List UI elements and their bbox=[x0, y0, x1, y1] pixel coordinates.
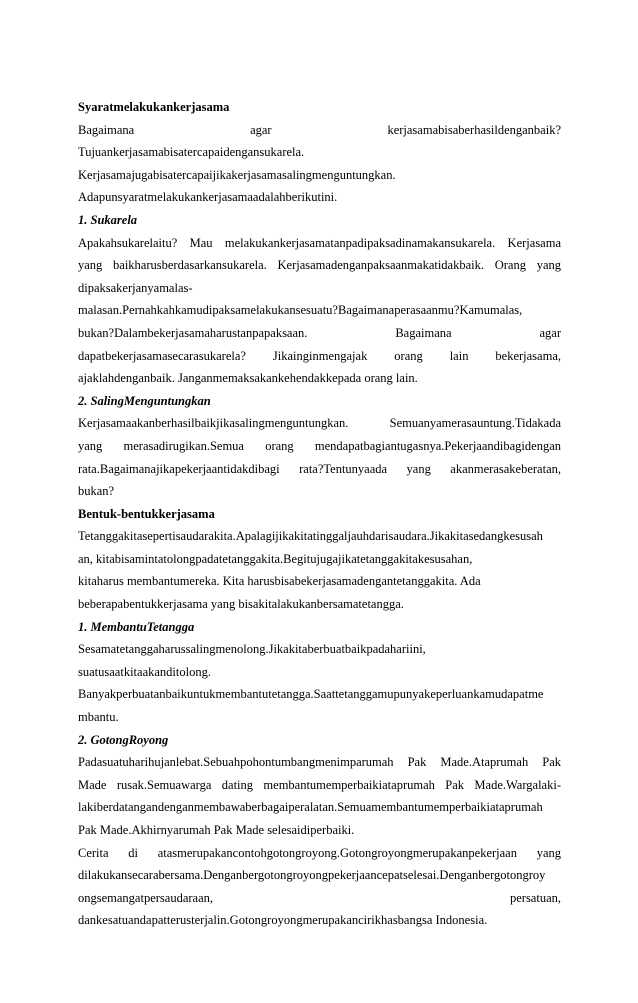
paragraph-line: bukan? bbox=[78, 484, 115, 499]
paragraph-line: suatusaatkitaakanditolong. bbox=[78, 664, 211, 679]
paragraph-line: lakiberdatangandenganmembawaberbagaiperalatan.Semuamembantumemperbaikiataprumah bbox=[78, 800, 543, 815]
paragraph-line: Apakahsukarelaitu? Mau melakukankerjasamatanpadipaksadinamakansukarela. Kerjasama bbox=[78, 235, 561, 250]
paragraph-line: ongsemangatpersaudaraan, persatuan, bbox=[78, 890, 561, 905]
paragraph-line: yang baikharusberdasarkansukarela. Kerjasamadenganpaksaanmakatidakbaik. Orang yang bbox=[78, 258, 561, 273]
paragraph-line: bukan?Dalambekerjasamaharustanpapaksaan. Bagaimana agar bbox=[78, 325, 561, 340]
paragraph-line: Pak Made.Akhirnyarumah Pak Made selesaidiperbaiki. bbox=[78, 823, 355, 837]
subsection-heading: 2. GotongRoyong bbox=[78, 732, 169, 747]
paragraph-line: beberapabentukkerjasama yang bisakitalakukanbersamatetangga. bbox=[78, 597, 404, 612]
subsection-heading: 1. MembantuTetangga bbox=[78, 619, 195, 634]
subsection-heading: 2. SalingMenguntungkan bbox=[78, 393, 211, 408]
paragraph-line: Tetanggakitasepertisaudarakita.Apalagijikakitatinggaljauhdarisaudara.Jikakitasedangkesusah bbox=[78, 529, 543, 544]
paragraph-line: an, kitabisamintatolongpadatetanggakita.Begitujugajikatetanggakitakesusahan, bbox=[78, 551, 473, 566]
paragraph-line: Banyakperbuatanbaikuntukmembantutetangga.Saattetanggamupunyakeperluankamudapatme bbox=[78, 687, 544, 702]
paragraph-line: dapatbekerjasamasecarasukarela? Jikainginmengajak orang lain bekerjasama, bbox=[78, 348, 561, 363]
paragraph-line: malasan.Pernahkahkamudipaksamelakukansesuatu?Bagaimanaperasaanmu?Kamumalas, bbox=[78, 303, 523, 318]
subsection-heading: 1. Sukarela bbox=[78, 212, 138, 227]
paragraph-line: kitaharus membantumereka. Kita harusbisabekerjasamadengantetanggakita. Ada bbox=[78, 574, 481, 589]
section-heading: Syaratmelakukankerjasama bbox=[78, 100, 230, 114]
paragraph-line: yang merasadirugikan.Semua orang mendapatbagiantugasnya.Pekerjaandibagidengan bbox=[78, 438, 561, 453]
paragraph-line: rata.Bagaimanajikapekerjaantidakdibagi rata?Tentunyaada yang akanmerasakeberatan, bbox=[78, 461, 561, 476]
paragraph-line: dankesatuandapatterusterjalin.Gotongroyongmerupakancirikhasbangsa Indonesia. bbox=[78, 913, 488, 928]
paragraph-line: mbantu. bbox=[78, 710, 119, 725]
paragraph-line: dilakukansecarabersama.Denganbergotongroyongpekerjaancepatselesai.Denganbergotongroy bbox=[78, 868, 546, 883]
paragraph-line: Padasuatuharihujanlebat.Sebuahpohontumbangmenimparumah Pak Made.Ataprumah Pak bbox=[78, 755, 561, 770]
paragraph-line: Made rusak.Semuawarga dating membantumemperbaikiataprumah Pak Made.Wargalaki- bbox=[78, 777, 561, 792]
paragraph-line: Kerjasamajugabisatercapaijikakerjasamasalingmenguntungkan. bbox=[78, 167, 396, 182]
document-page bbox=[78, 96, 561, 932]
paragraph-line: dipaksakerjanyamalas- bbox=[78, 280, 193, 295]
paragraph-line: Kerjasamaakanberhasilbaikjikasalingmenguntungkan. Semuanyamerasauntung.Tidakada bbox=[78, 416, 561, 431]
paragraph-line: Bagaimana agar kerjasamabisaberhasildenganbaik? bbox=[78, 122, 561, 137]
paragraph-line: Sesamatetanggaharussalingmenolong.Jikakitaberbuatbaikpadahariini, bbox=[78, 642, 426, 657]
paragraph-line: Tujuankerjasamabisatercapaidengansukarela. bbox=[78, 145, 305, 160]
paragraph-line: Cerita di atasmerupakancontohgotongroyong.Gotongroyongmerupakanpekerjaan yang bbox=[78, 845, 561, 860]
paragraph-line: Adapunsyaratmelakukankerjasamaadalahberikutini. bbox=[78, 190, 338, 205]
paragraph-line: ajaklahdenganbaik. Janganmemaksakankehendakkepada orang lain. bbox=[78, 371, 418, 386]
section-heading: Bentuk-bentukkerjasama bbox=[78, 506, 215, 521]
